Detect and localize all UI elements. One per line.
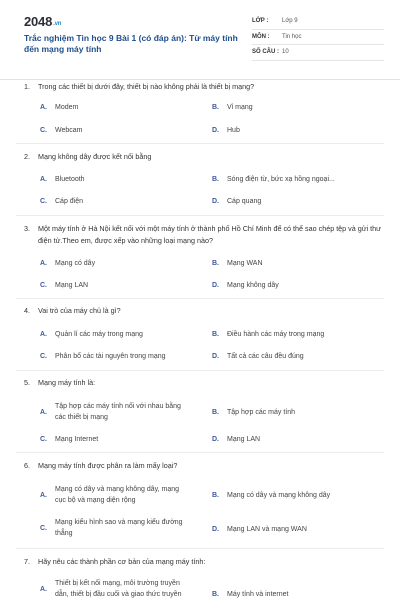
- question-number: 1.: [24, 82, 30, 91]
- option-letter: B.: [212, 260, 219, 267]
- question-body: Hãy nêu các thành phần cơ bản của mạng máy tính:: [38, 557, 206, 566]
- meta-row-subject: [252, 30, 384, 46]
- logo-suffix: .vn: [53, 21, 62, 27]
- option-text: Mạng LAN: [227, 436, 261, 443]
- question-divider: [16, 452, 384, 453]
- option-letter: A.: [40, 585, 47, 593]
- option-text: Quản lí các máy trong mạng: [55, 331, 143, 338]
- option-text: Mạng không dây: [227, 282, 279, 289]
- option-letter: D.: [212, 127, 219, 134]
- option-a[interactable]: [40, 102, 190, 113]
- option-d[interactable]: [212, 280, 382, 291]
- option-letter: C.: [40, 353, 47, 360]
- option-d[interactable]: [212, 351, 382, 362]
- option-text: Mạng Internet: [55, 436, 99, 443]
- question-divider: [16, 298, 384, 299]
- option-letter: D.: [212, 353, 219, 360]
- quiz-meta-table: [252, 14, 384, 61]
- meta-row-count: [252, 45, 384, 61]
- option-text: Tập hợp các máy tính: [227, 409, 296, 416]
- option-a[interactable]: [40, 484, 190, 506]
- site-logo[interactable]: [24, 14, 61, 29]
- option-a[interactable]: [40, 578, 190, 600]
- option-text: Mạng LAN: [55, 282, 89, 289]
- option-b[interactable]: [212, 589, 382, 600]
- option-c[interactable]: [40, 125, 190, 136]
- option-a[interactable]: [40, 401, 190, 423]
- question-1-text: [24, 81, 384, 93]
- option-letter: C.: [40, 127, 47, 134]
- header: [0, 0, 400, 80]
- question-body: Một máy tính ở Hà Nội kết nối với một máy tính ở thành phố Hồ Chí Minh để có thể sao chép tệp và gửi thư điện tử.Theo em, được xếp vào những loại mạng nào?: [38, 224, 381, 245]
- option-letter: A.: [40, 176, 47, 183]
- question-number: 5.: [24, 378, 30, 387]
- question-number: 6.: [24, 461, 30, 470]
- option-letter: B.: [212, 176, 219, 183]
- meta-label: SỐ CÂU :: [252, 49, 279, 56]
- option-text: Mạng WAN: [227, 260, 263, 267]
- option-letter: D.: [212, 282, 219, 289]
- option-d[interactable]: [212, 524, 382, 535]
- meta-label: LỚP :: [252, 18, 269, 25]
- meta-row-grade: [252, 14, 384, 30]
- option-d[interactable]: [212, 125, 382, 136]
- option-text: Mạng LAN và mạng WAN: [227, 526, 307, 533]
- option-text: Tập hợp các máy tính nối với nhau bằng các thiết bị mạng: [55, 403, 181, 421]
- option-text: Modem: [55, 104, 79, 111]
- option-letter: D.: [212, 198, 219, 205]
- option-b[interactable]: [212, 258, 382, 269]
- option-c[interactable]: [40, 196, 190, 207]
- meta-value: Lớp 9: [282, 18, 298, 25]
- question-body: Mạng máy tính là:: [38, 378, 96, 387]
- option-letter: A.: [40, 491, 47, 499]
- option-letter: D.: [212, 436, 219, 443]
- option-letter: A.: [40, 408, 47, 416]
- option-b[interactable]: [212, 329, 382, 340]
- option-c[interactable]: [40, 280, 190, 291]
- option-text: Phân bổ các tài nguyên trong mạng: [55, 353, 166, 360]
- option-b[interactable]: [212, 490, 382, 501]
- question-divider: [16, 370, 384, 371]
- option-c[interactable]: [40, 517, 190, 539]
- question-divider: [16, 215, 384, 216]
- option-d[interactable]: [212, 196, 382, 207]
- option-letter: B.: [212, 591, 219, 598]
- option-letter: B.: [212, 409, 219, 416]
- option-c[interactable]: [40, 434, 190, 445]
- question-number: 3.: [24, 224, 30, 233]
- option-text: Vỉ mạng: [227, 104, 253, 111]
- question-body: Mạng máy tính được phân ra làm mấy loại?: [38, 461, 178, 470]
- question-number: 7.: [24, 557, 30, 566]
- option-letter: A.: [40, 104, 47, 111]
- meta-value: 10: [282, 49, 289, 56]
- option-text: Cáp quang: [227, 198, 262, 205]
- option-d[interactable]: [212, 434, 382, 445]
- option-text: Hub: [227, 127, 240, 134]
- question-7-text: [24, 556, 384, 568]
- option-text: Mạng có dây: [55, 260, 96, 267]
- option-letter: B.: [212, 104, 219, 111]
- option-a[interactable]: [40, 329, 190, 340]
- option-letter: C.: [40, 436, 47, 443]
- option-text: Cáp điện: [55, 198, 84, 205]
- option-text: Mạng kiểu hình sao và mạng kiểu đường thẳng: [55, 519, 183, 537]
- option-letter: A.: [40, 331, 47, 338]
- option-letter: A.: [40, 260, 47, 267]
- option-text: Sóng điện từ, bức xạ hồng ngoại...: [227, 176, 335, 183]
- option-b[interactable]: [212, 102, 382, 113]
- option-letter: D.: [212, 526, 219, 533]
- option-text: Bluetooth: [55, 176, 85, 183]
- option-letter: C.: [40, 282, 47, 289]
- option-text: Máy tính và internet: [227, 591, 289, 598]
- question-body: Mạng không dây được kết nối bằng: [38, 152, 152, 161]
- option-a[interactable]: [40, 174, 190, 185]
- question-2-text: [24, 151, 384, 163]
- option-text: Mạng có dây và mạng không dây: [227, 492, 331, 499]
- option-a[interactable]: [40, 258, 190, 269]
- option-letter: C.: [40, 524, 47, 532]
- meta-label: MÔN :: [252, 33, 270, 40]
- option-letter: C.: [40, 198, 47, 205]
- question-body: Vai trò của máy chủ là gì?: [38, 306, 121, 315]
- option-c[interactable]: [40, 351, 190, 362]
- question-divider: [16, 143, 384, 144]
- option-b[interactable]: [212, 407, 382, 418]
- option-letter: B.: [212, 492, 219, 499]
- option-text: Webcam: [55, 127, 83, 134]
- question-number: 2.: [24, 152, 30, 161]
- question-4-text: [24, 305, 384, 317]
- option-text: Thiết bị kết nối mạng, môi trường truyền dẫn, thiết bị đầu cuối và giao thức truyền: [55, 580, 182, 598]
- option-letter: B.: [212, 331, 219, 338]
- option-text: Điều hành các máy trong mạng: [227, 331, 325, 338]
- question-6-text: [24, 460, 384, 472]
- logo-text: 2048: [24, 14, 53, 29]
- question-divider: [16, 548, 384, 549]
- question-5-text: [24, 377, 384, 389]
- option-b[interactable]: [212, 174, 382, 185]
- question-number: 4.: [24, 306, 30, 315]
- question-3-text: [24, 223, 384, 247]
- option-text: Mạng có dây và mạng không dây, mạng cục bộ và mạng diện rộng: [55, 486, 180, 504]
- question-body: Trong các thiết bị dưới đây, thiết bị nào không phải là thiết bị mạng?: [38, 82, 255, 91]
- page-title: Trắc nghiệm Tin học 9 Bài 1 (có đáp án): Từ máy tính đến mạng máy tính: [24, 33, 238, 54]
- option-text: Tất cả các câu đều đúng: [227, 353, 304, 360]
- meta-value: Tin học: [282, 33, 302, 40]
